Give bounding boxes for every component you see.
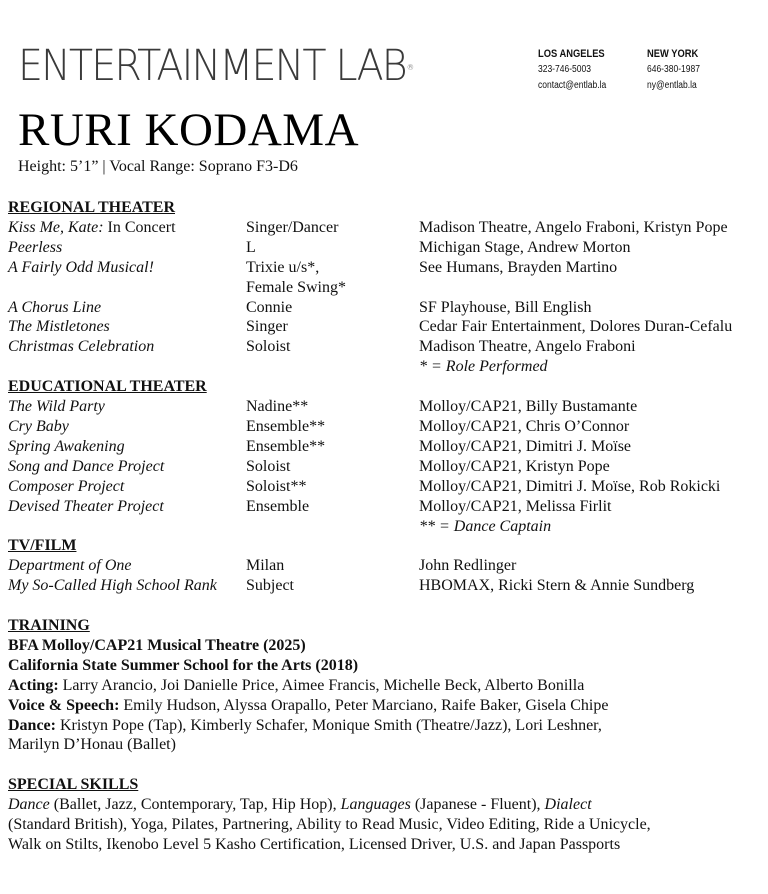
company-director: Molloy/CAP21, Melissa Firlit <box>419 497 612 515</box>
company-director: See Humans, Brayden Martino <box>419 258 618 276</box>
office-phone[interactable]: 646-380-1987 <box>647 64 700 75</box>
office-phone[interactable]: 323-746-5003 <box>538 64 591 75</box>
role: Soloist <box>246 338 291 356</box>
office-city: LOS ANGELES <box>538 48 605 60</box>
show-title: Peerless <box>8 238 63 256</box>
registered-mark: ® <box>406 63 413 72</box>
training-label: Acting: <box>8 676 59 694</box>
agency-name: ENTERTAINMENT LAB <box>18 41 406 91</box>
show-title: Spring Awakening <box>8 437 125 455</box>
skills-line: Walk on Stilts, Ikenobo Level 5 Kasho Certification, Licensed Driver, U.S. and Japan Passports <box>8 835 621 853</box>
credit-row <box>8 457 768 477</box>
footnote-role-performed: * = Role Performed <box>419 358 548 376</box>
credit-row <box>8 576 768 596</box>
show-title: A Chorus Line <box>8 298 102 316</box>
office-email[interactable]: contact@entlab.la <box>538 80 607 91</box>
credit-row <box>8 258 768 278</box>
footnote-dance-captain: ** = Dance Captain <box>419 517 552 535</box>
credit-row <box>8 337 768 357</box>
show-title: Cry Baby <box>8 417 69 435</box>
credit-row <box>8 317 768 337</box>
skills-line: (Standard British), Yoga, Pilates, Partnering, Ability to Read Music, Video Editing, Ride a Unicycle, <box>8 816 651 834</box>
role: Connie <box>246 298 293 316</box>
show-title: The Mistletones <box>8 318 110 336</box>
footnote-row <box>8 517 768 537</box>
actor-name: RURI KODAMA <box>18 104 360 156</box>
section-heading-training: TRAINING <box>8 617 90 635</box>
section-heading-regional: REGIONAL THEATER <box>8 199 176 216</box>
company-director: John Redlinger <box>419 557 517 575</box>
training-label: Dance: <box>8 716 56 734</box>
company-director: Molloy/CAP21, Dimitri J. Moïse, Rob Rokicki <box>419 477 721 495</box>
role: Soloist** <box>246 477 307 495</box>
show-title: My So-Called High School Rank <box>8 577 217 595</box>
company-director: HBOMAX, Ricki Stern & Annie Sundberg <box>419 577 695 595</box>
training-label: Voice & Speech: <box>8 696 120 714</box>
company-director: Molloy/CAP21, Dimitri J. Moïse <box>419 437 632 455</box>
training-dance-continued: Marilyn D’Honau (Ballet) <box>8 736 176 754</box>
company-director: Madison Theatre, Angelo Fraboni, Kristyn Pope <box>419 218 728 236</box>
credit-row-continued <box>8 278 768 298</box>
skill-text: (Ballet, Jazz, Contemporary, Tap, Hip Hop), <box>49 796 341 814</box>
training-degree: California State Summer School for the Arts (2018) <box>8 656 359 674</box>
show-title <box>8 278 246 298</box>
show-title: Kiss Me, Kate: <box>8 218 104 236</box>
show-title: Christmas Celebration <box>8 338 155 356</box>
credit-row <box>8 437 768 457</box>
company-director: Michigan Stage, Andrew Morton <box>419 238 631 256</box>
credit-row <box>8 497 768 517</box>
credit-row <box>8 477 768 497</box>
role: Milan <box>246 557 285 575</box>
show-title: Department of One <box>8 557 132 575</box>
training-teachers: Larry Arancio, Joi Danielle Price, Aimee Francis, Michelle Beck, Alberto Bonilla <box>58 676 585 694</box>
training-degree: BFA Molloy/CAP21 Musical Theatre (2025) <box>8 636 306 654</box>
company-director: Molloy/CAP21, Billy Bustamante <box>419 398 638 416</box>
resume-body <box>8 198 768 855</box>
training-dance <box>8 716 768 736</box>
skill-label: Languages <box>340 796 411 814</box>
office-new-york <box>647 46 700 94</box>
role: Singer/Dancer <box>246 218 339 236</box>
credit-row <box>8 556 768 576</box>
training-teachers: Emily Hudson, Alyssa Orapallo, Peter Marciano, Raife Baker, Gisela Chipe <box>119 696 609 714</box>
credit-row <box>8 298 768 318</box>
role: Singer <box>246 318 288 336</box>
skill-label: Dance <box>8 796 50 814</box>
role: Trixie u/s*, <box>246 258 320 276</box>
company-director: Cedar Fair Entertainment, Dolores Duran-Cefalu <box>419 318 733 336</box>
footnote-row <box>8 357 768 377</box>
role: Ensemble** <box>246 437 326 455</box>
agency-logo <box>18 40 412 92</box>
show-title: The Wild Party <box>8 398 105 416</box>
company-director: SF Playhouse, Bill English <box>419 298 592 316</box>
show-title: Song and Dance Project <box>8 457 165 475</box>
credit-row <box>8 218 768 238</box>
skill-label: Dialect <box>544 796 592 814</box>
credit-row <box>8 238 768 258</box>
role: Ensemble** <box>246 417 326 435</box>
role: Nadine** <box>246 398 309 416</box>
company-director: Molloy/CAP21, Chris O’Connor <box>419 417 630 435</box>
show-title: Devised Theater Project <box>8 497 164 515</box>
training-acting <box>8 676 768 696</box>
skills-line <box>8 795 768 815</box>
section-heading-tvfilm: TV/FILM <box>8 537 77 555</box>
office-los-angeles <box>538 46 606 94</box>
role: Subject <box>246 577 294 595</box>
company-director: Madison Theatre, Angelo Fraboni <box>419 338 636 356</box>
show-title: A Fairly Odd Musical! <box>8 258 154 276</box>
role: Ensemble <box>246 497 310 515</box>
role: L <box>246 238 256 256</box>
company-director <box>419 278 768 298</box>
show-title-suffix: In Concert <box>103 218 176 236</box>
role: Female Swing* <box>246 278 346 296</box>
office-email[interactable]: ny@entlab.la <box>647 80 697 91</box>
office-city: NEW YORK <box>647 48 699 60</box>
company-director: Molloy/CAP21, Kristyn Pope <box>419 457 610 475</box>
credit-row <box>8 417 768 437</box>
role: Soloist <box>246 457 291 475</box>
skill-text: (Japanese - Fluent), <box>410 796 545 814</box>
section-heading-educational: EDUCATIONAL THEATER <box>8 378 207 396</box>
training-teachers: Kristyn Pope (Tap), Kimberly Schafer, Monique Smith (Theatre/Jazz), Lori Leshner, <box>55 716 602 734</box>
training-voice <box>8 696 768 716</box>
actor-stats: Height: 5’1” | Vocal Range: Soprano F3-D6 <box>18 158 298 175</box>
credit-row <box>8 397 768 417</box>
show-title: Composer Project <box>8 477 125 495</box>
section-heading-skills: SPECIAL SKILLS <box>8 776 139 794</box>
